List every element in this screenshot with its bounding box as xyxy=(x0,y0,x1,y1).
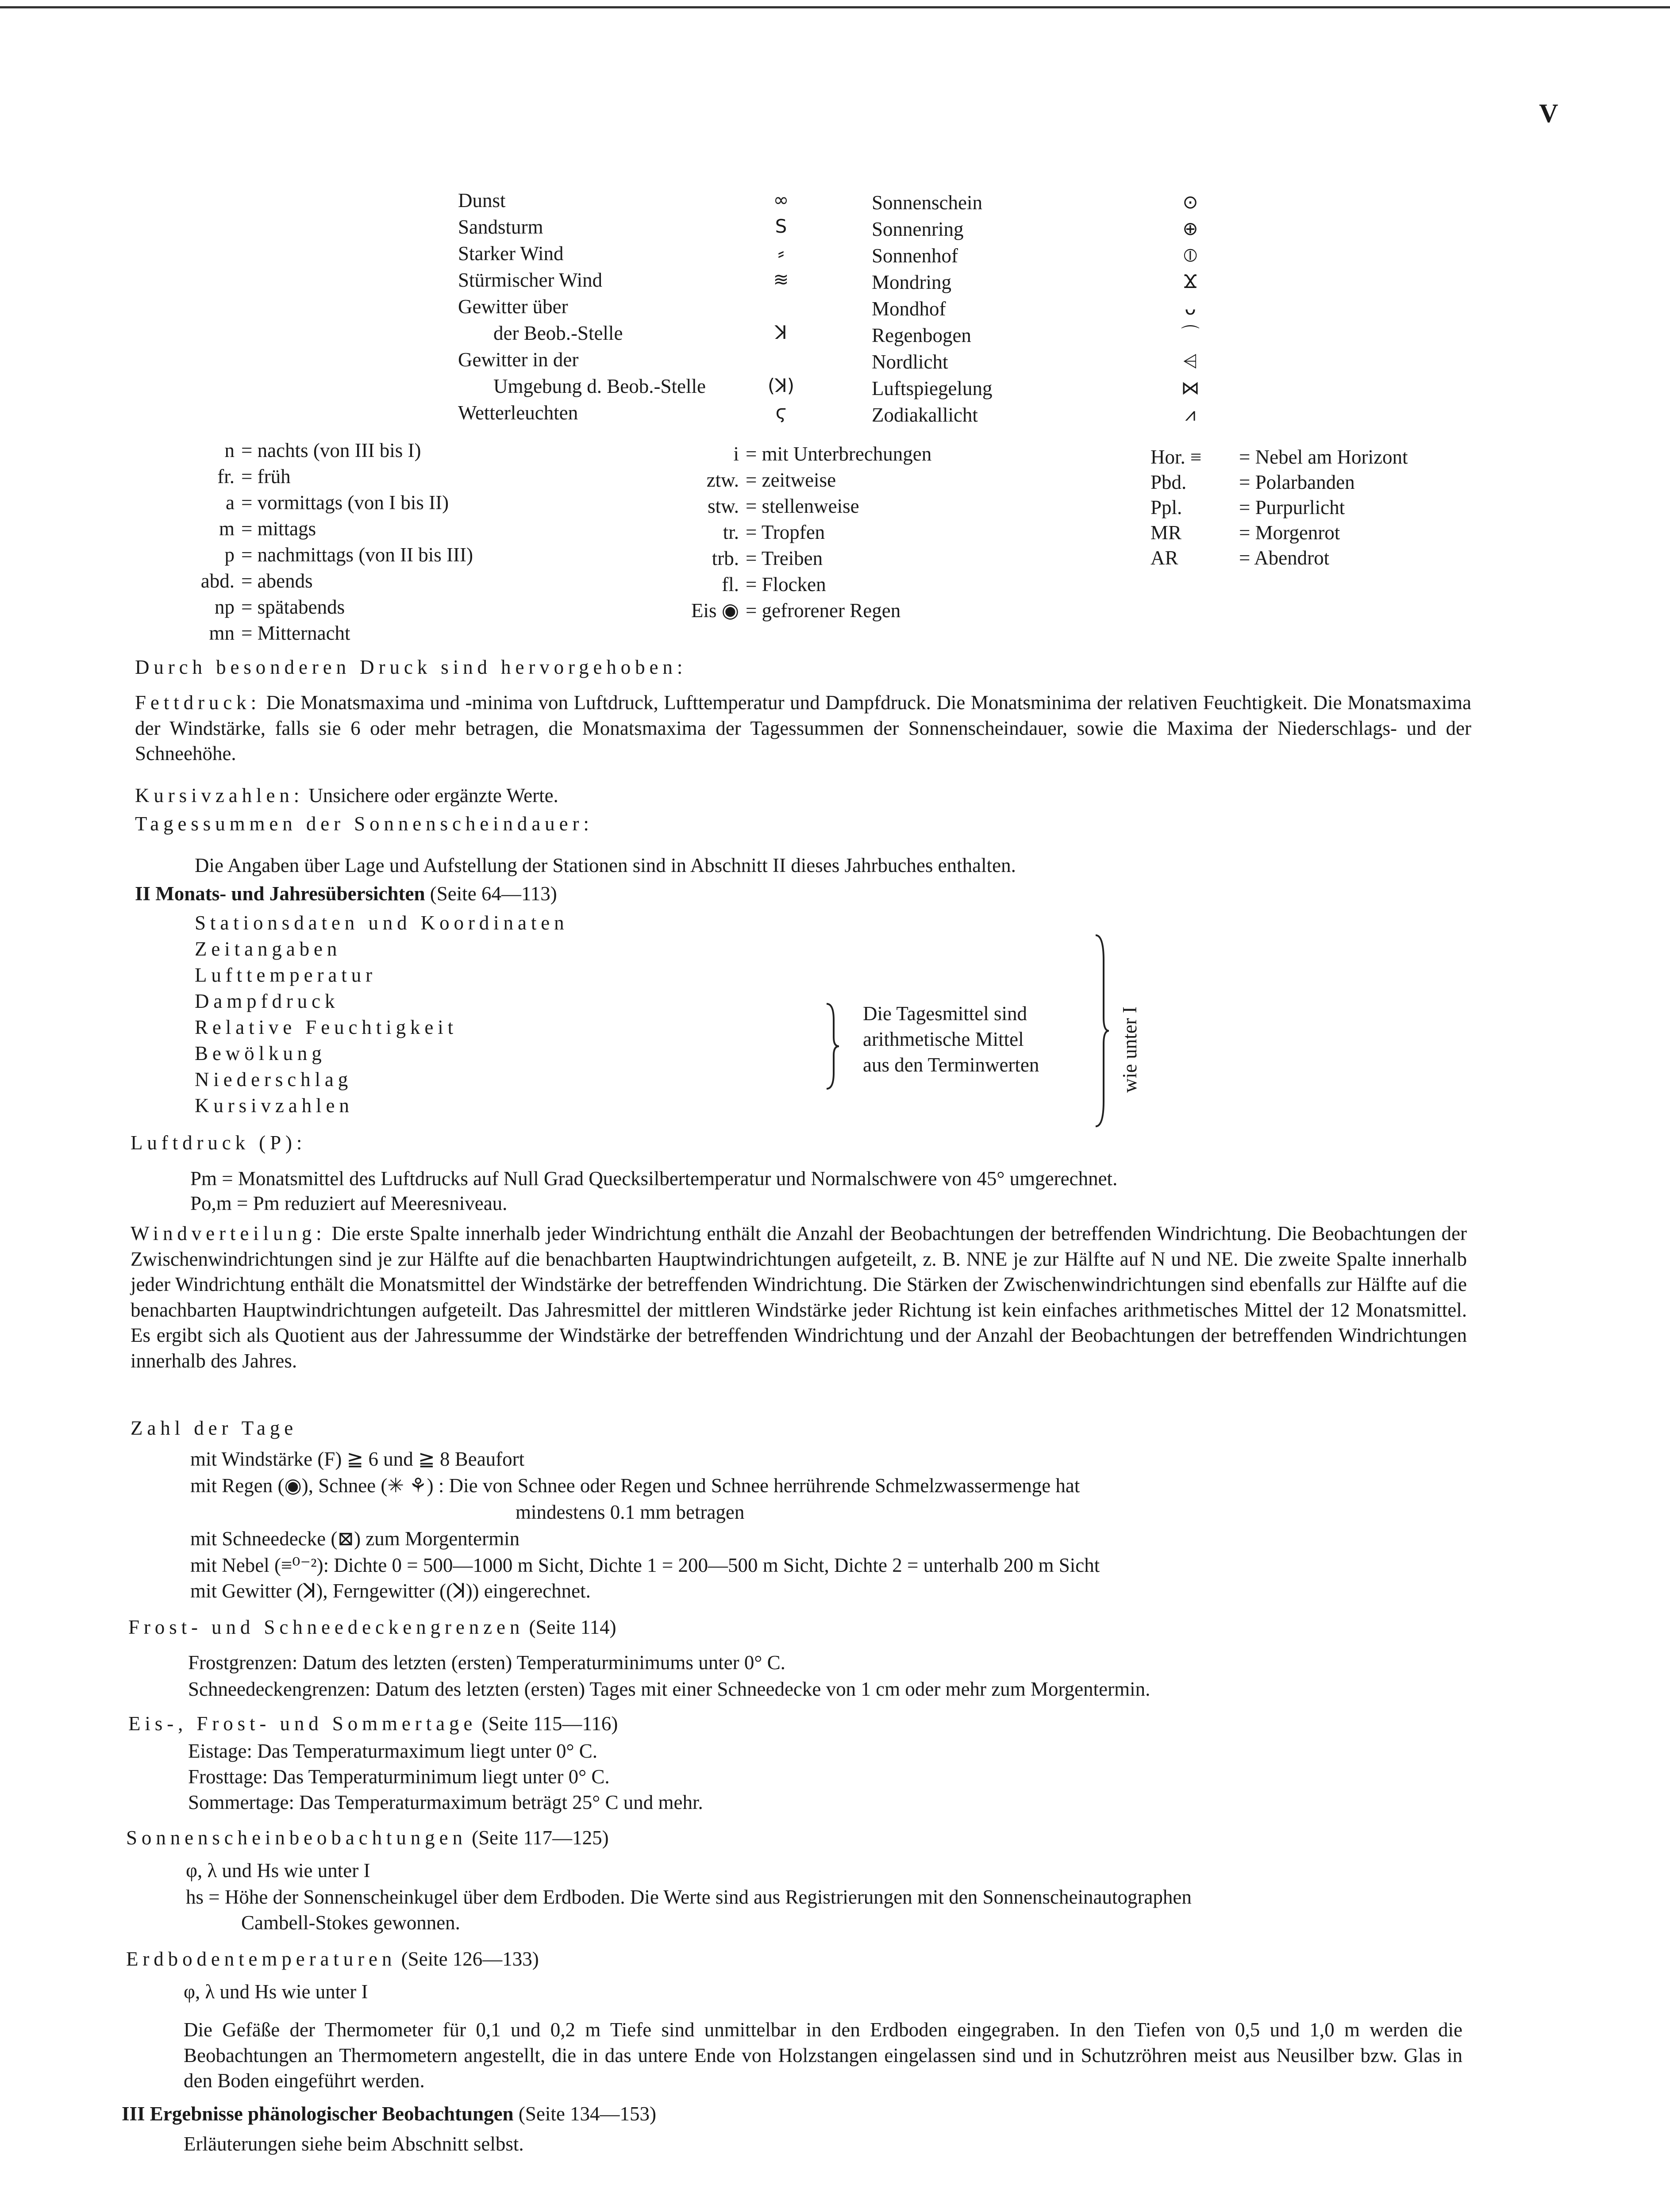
page-number: V xyxy=(1539,99,1558,128)
abbr-text: = Morgenrot xyxy=(1239,522,1340,544)
sheet-lightning-icon: ϛ xyxy=(775,401,787,423)
abbr-key: np xyxy=(215,596,235,618)
abbr-text: = Purpurlicht xyxy=(1239,496,1345,518)
aurora-icon: ⩤ xyxy=(1183,350,1198,372)
sonnenschein-line-1: φ, λ und Hs wie unter I xyxy=(186,1859,370,1882)
fettdruck-paragraph xyxy=(135,690,1471,767)
luftdruck-heading: Luftdruck (P): xyxy=(131,1132,307,1154)
frost-heading: Frost- und Schneedeckengrenzen xyxy=(128,1616,524,1638)
moon-ring-icon: Ϫ xyxy=(1183,271,1198,292)
zahl-line-3: mindestens 0.1 mm betragen xyxy=(516,1501,745,1523)
abbr-key: fr. xyxy=(217,465,235,488)
legend-label: Luftspiegelung xyxy=(872,377,993,399)
abbr-key: ztw. xyxy=(706,469,739,491)
abbr-key: m xyxy=(219,518,235,540)
legend-label: Mondring xyxy=(872,271,951,293)
abbr-key: mn xyxy=(209,622,235,644)
abbr-key: Ppl. xyxy=(1151,496,1182,518)
zahl-der-tage-heading: Zahl der Tage xyxy=(131,1417,298,1439)
legend-label: Starker Wind xyxy=(458,242,564,265)
sonnenschein-line-3: Cambell-Stokes gewonnen. xyxy=(241,1912,460,1934)
abbr-text: = vormittags (von I bis II) xyxy=(241,492,449,514)
erdboden-heading-line xyxy=(126,1947,539,1972)
frost-line-2: Schneedeckengrenzen: Datum des letzten (ersten) Tages mit einer Schneedecke von 1 cm oder mehr zum Morgentermin. xyxy=(188,1678,1151,1700)
abbr-text: = früh xyxy=(241,465,291,488)
sunshine-icon: ⊙ xyxy=(1182,191,1198,213)
fettdruck-label: Fettdruck: xyxy=(135,691,261,714)
abbr-text: = gefrorener Regen xyxy=(746,599,901,622)
legend-label: Umgebung d. Beob.-Stelle xyxy=(493,375,706,397)
windverteilung-text: Die erste Spalte innerhalb jeder Windrichtung enthält die Anzahl der Beobachtungen der betreffenden Windrichtung. Die Beobachtungen der Zwischenwindrichtungen sind je zur Hälfte auf die benachbarten Hauptwindrichtungen aufgeteilt, z. B. NNE je zur Hälfte auf N und NE. Die zweite Spalte innerhalb jeder Windrichtung enthält die Monatsmittel der Windstärke der betreffenden Windrichtung. Die Stärken der Zwischenwindrichtungen sind ebenfalls zur Hälfte auf die benachbarten Hauptwindrichtungen aufgeteilt. Das Jahresmittel der mittleren Windstärke jeder Richtung ist kein einfaches arithmetisches Mittel der 12 Monatsmittel. Es ergibt sich als Quotient aus der Jahressumme der Windstärke der betreffenden Windrichtung und der Anzahl der Beobachtungen der betreffenden Windrichtungen innerhalb des Jahres. xyxy=(131,1222,1467,1372)
sonnenschein-pages: (Seite 117—125) xyxy=(472,1827,609,1849)
abbr-text: = Polarbanden xyxy=(1239,471,1355,493)
zahl-line-4: mit Schneedecke (⊠) zum Morgentermin xyxy=(190,1528,520,1550)
section-ii-item: Dampfdruck xyxy=(195,990,339,1012)
section-ii-item: Kursivzahlen xyxy=(195,1094,354,1117)
outer-brace xyxy=(1093,933,1111,1128)
legend-label: Stürmischer Wind xyxy=(458,269,603,291)
luftdruck-line2: Po,m = Pm reduziert auf Meeresniveau. xyxy=(190,1192,508,1214)
abbr-text: = Tropfen xyxy=(746,521,825,543)
abbr-key: Eis ◉ xyxy=(691,599,739,622)
legend-label: Dunst xyxy=(458,189,506,211)
zahl-line-1: mit Windstärke (F) ≧ 6 und ≧ 8 Beaufort xyxy=(190,1448,525,1470)
brace-note-line: arithmetische Mittel xyxy=(863,1028,1024,1050)
fettdruck-text: Die Monatsmaxima und -minima von Luftdruck, Lufttemperatur und Dampfdruck. Die Monatsminima der relativen Feuchtigkeit. Die Monatsmaxima der Windstärke, falls sie 6 oder mehr betragen, die Monatsmaxima der Tagessummen der Sonnenscheindauer, sowie die Maxima der Niederschlags- und der Schneehöhe. xyxy=(135,691,1471,765)
sun-halo-icon: ⦶ xyxy=(1183,244,1197,266)
section-ii-heading: II Monats- und Jahresübersichten xyxy=(135,883,425,905)
legend-label: Wetterleuchten xyxy=(458,402,578,424)
legend-label: Gewitter über xyxy=(458,296,568,318)
section-ii-item: Niederschlag xyxy=(195,1068,353,1091)
eistage-line-2: Frosttage: Das Temperaturminimum liegt unter 0° C. xyxy=(188,1766,610,1788)
abbr-key: stw. xyxy=(708,495,739,517)
windverteilung-paragraph xyxy=(131,1221,1467,1374)
kursiv-label: Kursivzahlen: xyxy=(135,784,304,806)
windverteilung-label: Windverteilung: xyxy=(131,1222,326,1244)
abbr-key: i xyxy=(733,443,739,465)
abbr-text: = abends xyxy=(241,570,313,592)
tages-text: Die Angaben über Lage und Aufstellung der Stationen sind in Abschnitt II dieses Jahrbuches enthalten. xyxy=(195,854,1016,876)
frost-line-1: Frostgrenzen: Datum des letzten (ersten) Temperaturminimums unter 0° C. xyxy=(188,1651,785,1674)
abbr-key: abd. xyxy=(200,570,235,592)
moon-halo-icon: ᴗ xyxy=(1185,297,1196,319)
zodiacal-light-icon: ⩘ xyxy=(1185,403,1196,425)
abbr-key: trb. xyxy=(712,547,739,569)
erdboden-pages: (Seite 126—133) xyxy=(401,1948,539,1970)
stormy-wind-icon: ≋ xyxy=(773,269,789,290)
section-iii-heading: III Ergebnisse phänologischer Beobachtungen xyxy=(122,2103,514,2125)
sonnenschein-heading-line xyxy=(126,1825,609,1851)
abbr-key: fl. xyxy=(722,573,739,595)
eistage-line-1: Eistage: Das Temperaturmaximum liegt unter 0° C. xyxy=(188,1740,598,1762)
legend-label: Gewitter in der xyxy=(458,349,579,371)
haze-icon: ∞ xyxy=(773,189,789,211)
legend-label: Sonnenhof xyxy=(872,245,958,267)
abbr-text: = zeitweise xyxy=(746,469,836,491)
erdboden-paragraph: Die Gefäße der Thermometer für 0,1 und 0,2 m Tiefe sind unmittelbar in den Erdboden eingegraben. In den Tiefen von 0,5 und 1,0 m werden die Beobachtungen an Thermometern angestellt, die in das untere Ende von Holzstangen eingelassen sind und in Schutzröhren meist aus Neusilber bzw. Glas in den Boden eingeführt werden. xyxy=(184,2019,1462,2092)
frost-pages: (Seite 114) xyxy=(529,1616,616,1638)
section-ii-item: Stationsdaten und Koordinaten xyxy=(195,912,569,934)
section-ii-pages: (Seite 64—113) xyxy=(430,883,557,905)
zahl-line-6: mit Gewitter (ꓘ), Ferngewitter ((ꓘ)) eingerechnet. xyxy=(190,1580,591,1602)
legend-label: Sandsturm xyxy=(458,216,543,238)
abbr-key: AR xyxy=(1151,547,1178,569)
abbr-text: = Mitternacht xyxy=(241,622,350,644)
abbr-text: = Treiben xyxy=(746,547,823,569)
zahl-line-5: mit Nebel (≡⁰⁻²): Dichte 0 = 500—1000 m Sicht, Dichte 1 = 200—500 m Sicht, Dichte 2 = unterhalb 200 m Sicht xyxy=(190,1554,1100,1576)
eistage-pages: (Seite 115—116) xyxy=(481,1713,618,1735)
section-ii-item: Relative Feuchtigkeit xyxy=(195,1016,458,1038)
strong-wind-icon: ⸗ xyxy=(778,242,784,264)
druck-heading: Durch besonderen Druck sind hervorgehoben: xyxy=(135,656,687,678)
brace-note-line: aus den Terminwerten xyxy=(863,1054,1039,1076)
erdboden-line-1: φ, λ und Hs wie unter I xyxy=(184,1981,368,2003)
section-ii-item: Bewölkung xyxy=(195,1042,326,1064)
section-iii-line-1: Erläuterungen siehe beim Abschnitt selbst. xyxy=(184,2133,524,2155)
abbr-key: a xyxy=(226,492,235,514)
abbr-key: p xyxy=(224,544,235,566)
abbr-text: = nachmittags (von II bis III) xyxy=(241,544,473,566)
abbr-text: = nachts (von III bis I) xyxy=(241,439,421,461)
eistage-heading-line xyxy=(128,1711,618,1737)
luftdruck-line1: Pm = Monatsmittel des Luftdrucks auf Null Grad Quecksilbertemperatur und Normalschwere von 45° umgerechnet. xyxy=(190,1167,1118,1190)
abbr-text: = Flocken xyxy=(746,573,826,595)
distant-thunderstorm-icon: (ꓘ) xyxy=(767,375,795,396)
vertical-note: wie unter I xyxy=(1119,1006,1141,1093)
frost-heading-line xyxy=(128,1615,616,1640)
legend-label: Sonnenschein xyxy=(872,192,982,214)
section-ii-item: Zeitangaben xyxy=(195,938,342,960)
legend-label: Mondhof xyxy=(872,298,946,320)
abbr-text: = mit Unterbrechungen xyxy=(746,443,932,465)
abbr-text: = stellenweise xyxy=(746,495,859,517)
top-rule xyxy=(0,6,1670,8)
thunderstorm-icon: ꓘ xyxy=(775,322,787,343)
kursiv-text: Unsichere oder ergänzte Werte. xyxy=(308,784,558,806)
abbr-key: Hor. ≡ xyxy=(1151,446,1202,468)
abbr-text: = mittags xyxy=(241,518,316,540)
abbr-key: MR xyxy=(1151,522,1182,544)
section-iii-heading-line xyxy=(122,2101,656,2127)
tages-label: Tagessummen der Sonnenscheindauer: xyxy=(135,813,593,835)
abbr-key: n xyxy=(224,439,235,461)
sun-ring-icon: ⊕ xyxy=(1182,218,1198,239)
legend-label: Regenbogen xyxy=(872,324,971,346)
sandstorm-icon: S xyxy=(775,215,787,237)
zahl-line-2: mit Regen (◉), Schnee (✳ ⚘) : Die von Schnee oder Regen und Schnee herrührende Schmelzwassermenge hat xyxy=(190,1475,1080,1497)
abbr-key: tr. xyxy=(723,521,739,543)
legend-label: Nordlicht xyxy=(872,351,948,373)
section-ii-item: Lufttemperatur xyxy=(195,964,377,986)
legend-label: Sonnenring xyxy=(872,218,964,240)
legend-label: der Beob.-Stelle xyxy=(493,322,623,344)
brace-note-line: Die Tagesmittel sind xyxy=(863,1002,1027,1025)
abbr-key: Pbd. xyxy=(1151,471,1187,493)
erdboden-heading: Erdbodentemperaturen xyxy=(126,1948,396,1970)
section-ii-heading-line xyxy=(135,881,557,907)
inner-brace xyxy=(823,1002,841,1091)
sonnenschein-line-2: hs = Höhe der Sonnenscheinkugel über dem Erdboden. Die Werte sind aus Registrierungen mit den Sonnenscheinautographen xyxy=(186,1886,1192,1908)
eistage-line-3: Sommertage: Das Temperaturmaximum beträgt 25° C und mehr. xyxy=(188,1791,703,1813)
section-iii-pages: (Seite 134—153) xyxy=(518,2103,657,2125)
eistage-heading: Eis-, Frost- und Sommertage xyxy=(128,1713,477,1735)
rainbow-icon: ⌒ xyxy=(1181,324,1200,346)
abbr-text: = Nebel am Horizont xyxy=(1239,446,1408,468)
mirage-icon: ⋈ xyxy=(1181,377,1200,399)
kursiv-line xyxy=(135,783,558,809)
abbr-text: = Abendrot xyxy=(1239,547,1330,569)
abbr-text: = spätabends xyxy=(241,596,345,618)
brace-note xyxy=(863,1001,1039,1078)
legend-label: Zodiakallicht xyxy=(872,404,978,426)
sonnenschein-heading: Sonnenscheinbeobachtungen xyxy=(126,1827,467,1849)
